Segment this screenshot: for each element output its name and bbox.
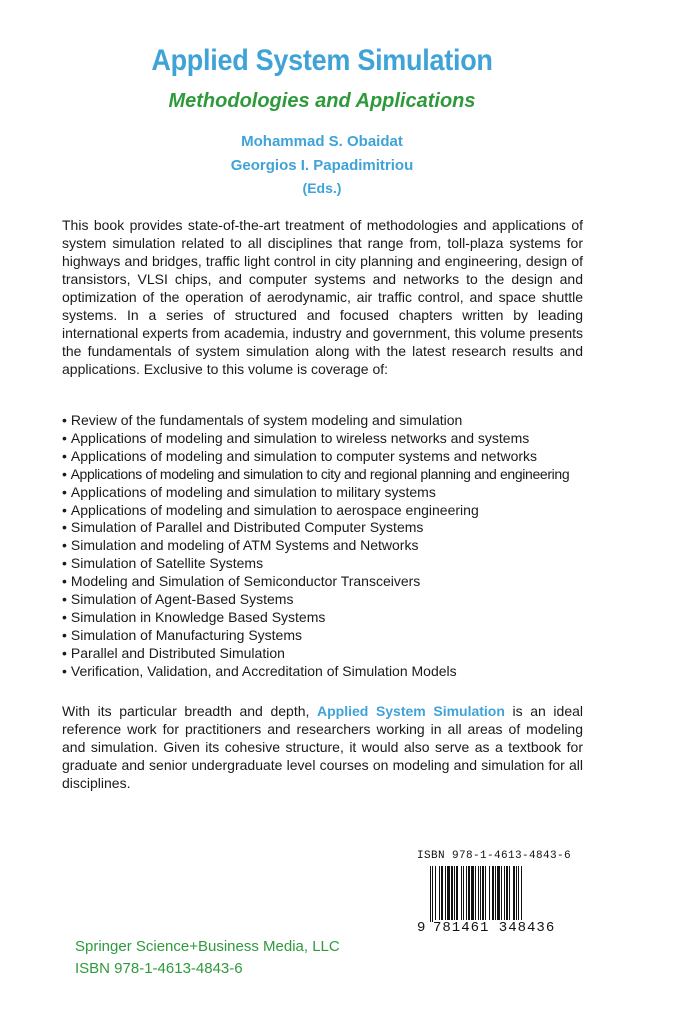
title-highlight: Applied System Simulation xyxy=(317,703,505,719)
barcode-bar xyxy=(447,866,450,922)
coverage-list xyxy=(62,412,622,681)
bullet-icon: • xyxy=(62,519,67,536)
list-item: • Parallel and Distributed Simulation xyxy=(62,644,285,661)
barcode-bar xyxy=(454,866,455,922)
barcode-bar xyxy=(468,866,470,922)
barcode-bar xyxy=(478,866,479,922)
barcode-bar xyxy=(466,866,467,922)
list-item: • Simulation of Satellite Systems xyxy=(62,555,264,572)
barcode-bar xyxy=(501,866,502,922)
list-item: • Review of the fundamentals of system modeling and simulation xyxy=(62,412,463,428)
barcode-isbn-label: ISBN 978-1-4613-4843-6 xyxy=(417,850,572,862)
barcode-bar xyxy=(509,866,510,922)
barcode-bar xyxy=(475,866,476,922)
list-item: • Simulation of Manufacturing Systems xyxy=(62,626,303,643)
bullet-icon: • xyxy=(62,662,67,679)
bullet-icon: • xyxy=(62,483,67,500)
list-item: • Simulation of Parallel and Distributed Computer Systems xyxy=(62,519,424,536)
barcode-bar xyxy=(495,866,496,922)
list-item: • Modeling and Simulation of Semiconductor Transceivers xyxy=(62,573,421,590)
barcode-bar xyxy=(480,866,481,922)
list-item: • Applications of modeling and simulation to computer systems and networks xyxy=(62,447,538,464)
bullet-icon: • xyxy=(62,465,67,482)
list-item: • Simulation in Knowledge Based Systems xyxy=(62,608,326,625)
barcode-bar xyxy=(492,866,494,922)
bullet-icon: • xyxy=(62,447,67,464)
barcode-bar xyxy=(482,866,484,922)
barcode-bar xyxy=(461,866,462,922)
book-subtitle: Methodologies and Applications xyxy=(168,90,476,112)
bullet-icon: • xyxy=(62,626,67,643)
list-item: • Simulation and modeling of ATM Systems and Networks xyxy=(62,537,419,554)
bullet-icon: • xyxy=(62,429,67,446)
bullet-icon: • xyxy=(62,412,67,428)
author-1: Mohammad S. Obaidat xyxy=(241,133,403,150)
barcode xyxy=(430,866,558,922)
barcode-bar xyxy=(456,866,458,922)
barcode-bar xyxy=(504,866,505,922)
list-item: • Verification, Validation, and Accreditation of Simulation Models xyxy=(62,662,457,679)
barcode-digits: 781461 348436 xyxy=(433,920,556,936)
barcode-icon xyxy=(430,866,558,922)
barcode-bar xyxy=(518,866,519,922)
barcode-bar xyxy=(516,866,517,922)
description-paragraph: This book provides state-of-the-art treatment of methodologies and applications of system simulation related to all disciplines that range from, toll-plaza systems for highways and bridges, traffic light control in city planning and engineering, design of transistors, VLSI chips, and computer systems and networks to the design and optimization of the operation of aerodynamic, air traffic control, and space shuttle systems. In a series of structured and focused chapters written by leading international experts from academia, industry and government, this volume presents the fundamentals of system simulation along with the latest research results and applications. Exclusive to this volume is coverage of: xyxy=(62,217,583,377)
bullet-icon: • xyxy=(62,573,67,590)
list-item: • Applications of modeling and simulation to military systems xyxy=(62,483,436,500)
publisher-name: Springer Science+Business Media, LLC xyxy=(75,938,340,955)
list-item: • Applications of modeling and simulation to city and regional planning and engineering xyxy=(62,465,570,482)
barcode-bar xyxy=(513,866,515,922)
bullet-icon: • xyxy=(62,501,67,518)
barcode-bar xyxy=(521,866,522,922)
barcode-bar xyxy=(489,866,490,922)
bullet-icon: • xyxy=(62,644,67,661)
list-item: • Applications of modeling and simulation to aerospace engineering xyxy=(62,501,479,518)
barcode-bar xyxy=(432,866,433,922)
barcode-bar xyxy=(471,866,474,922)
bullet-icon: • xyxy=(62,608,67,625)
bullet-icon: • xyxy=(62,537,67,554)
publisher-isbn: ISBN 978-1-4613-4843-6 xyxy=(75,960,243,977)
bullet-icon: • xyxy=(62,591,67,608)
barcode-bar xyxy=(485,866,486,922)
barcode-bar xyxy=(435,866,436,922)
barcode-bar xyxy=(497,866,500,922)
barcode-bar xyxy=(439,866,440,922)
book-title: Applied System Simulation xyxy=(151,44,493,77)
barcode-lead-digit: 9 xyxy=(417,920,426,936)
barcode-bar xyxy=(451,866,453,922)
closing-paragraph: With its particular breadth and depth, Applied System Simulation is an ideal reference work for practitioners and researchers working in all areas of modeling and simulation. Given its cohesive structure, it would also serve as a textbook for graduate and senior undergraduate level courses on modeling and simulation for all disciplines. xyxy=(62,703,584,791)
barcode-bar xyxy=(463,866,464,922)
barcode-bar xyxy=(445,866,446,922)
barcode-bar xyxy=(441,866,443,922)
list-item: • Applications of modeling and simulation to wireless networks and systems xyxy=(62,429,530,446)
editors-note: (Eds.) xyxy=(302,180,342,196)
author-2: Georgios I. Papadimitriou xyxy=(230,157,414,174)
barcode-bar xyxy=(430,866,431,922)
barcode-bar xyxy=(506,866,508,922)
list-item: • Simulation of Agent-Based Systems xyxy=(62,591,294,608)
bullet-icon: • xyxy=(62,555,67,572)
